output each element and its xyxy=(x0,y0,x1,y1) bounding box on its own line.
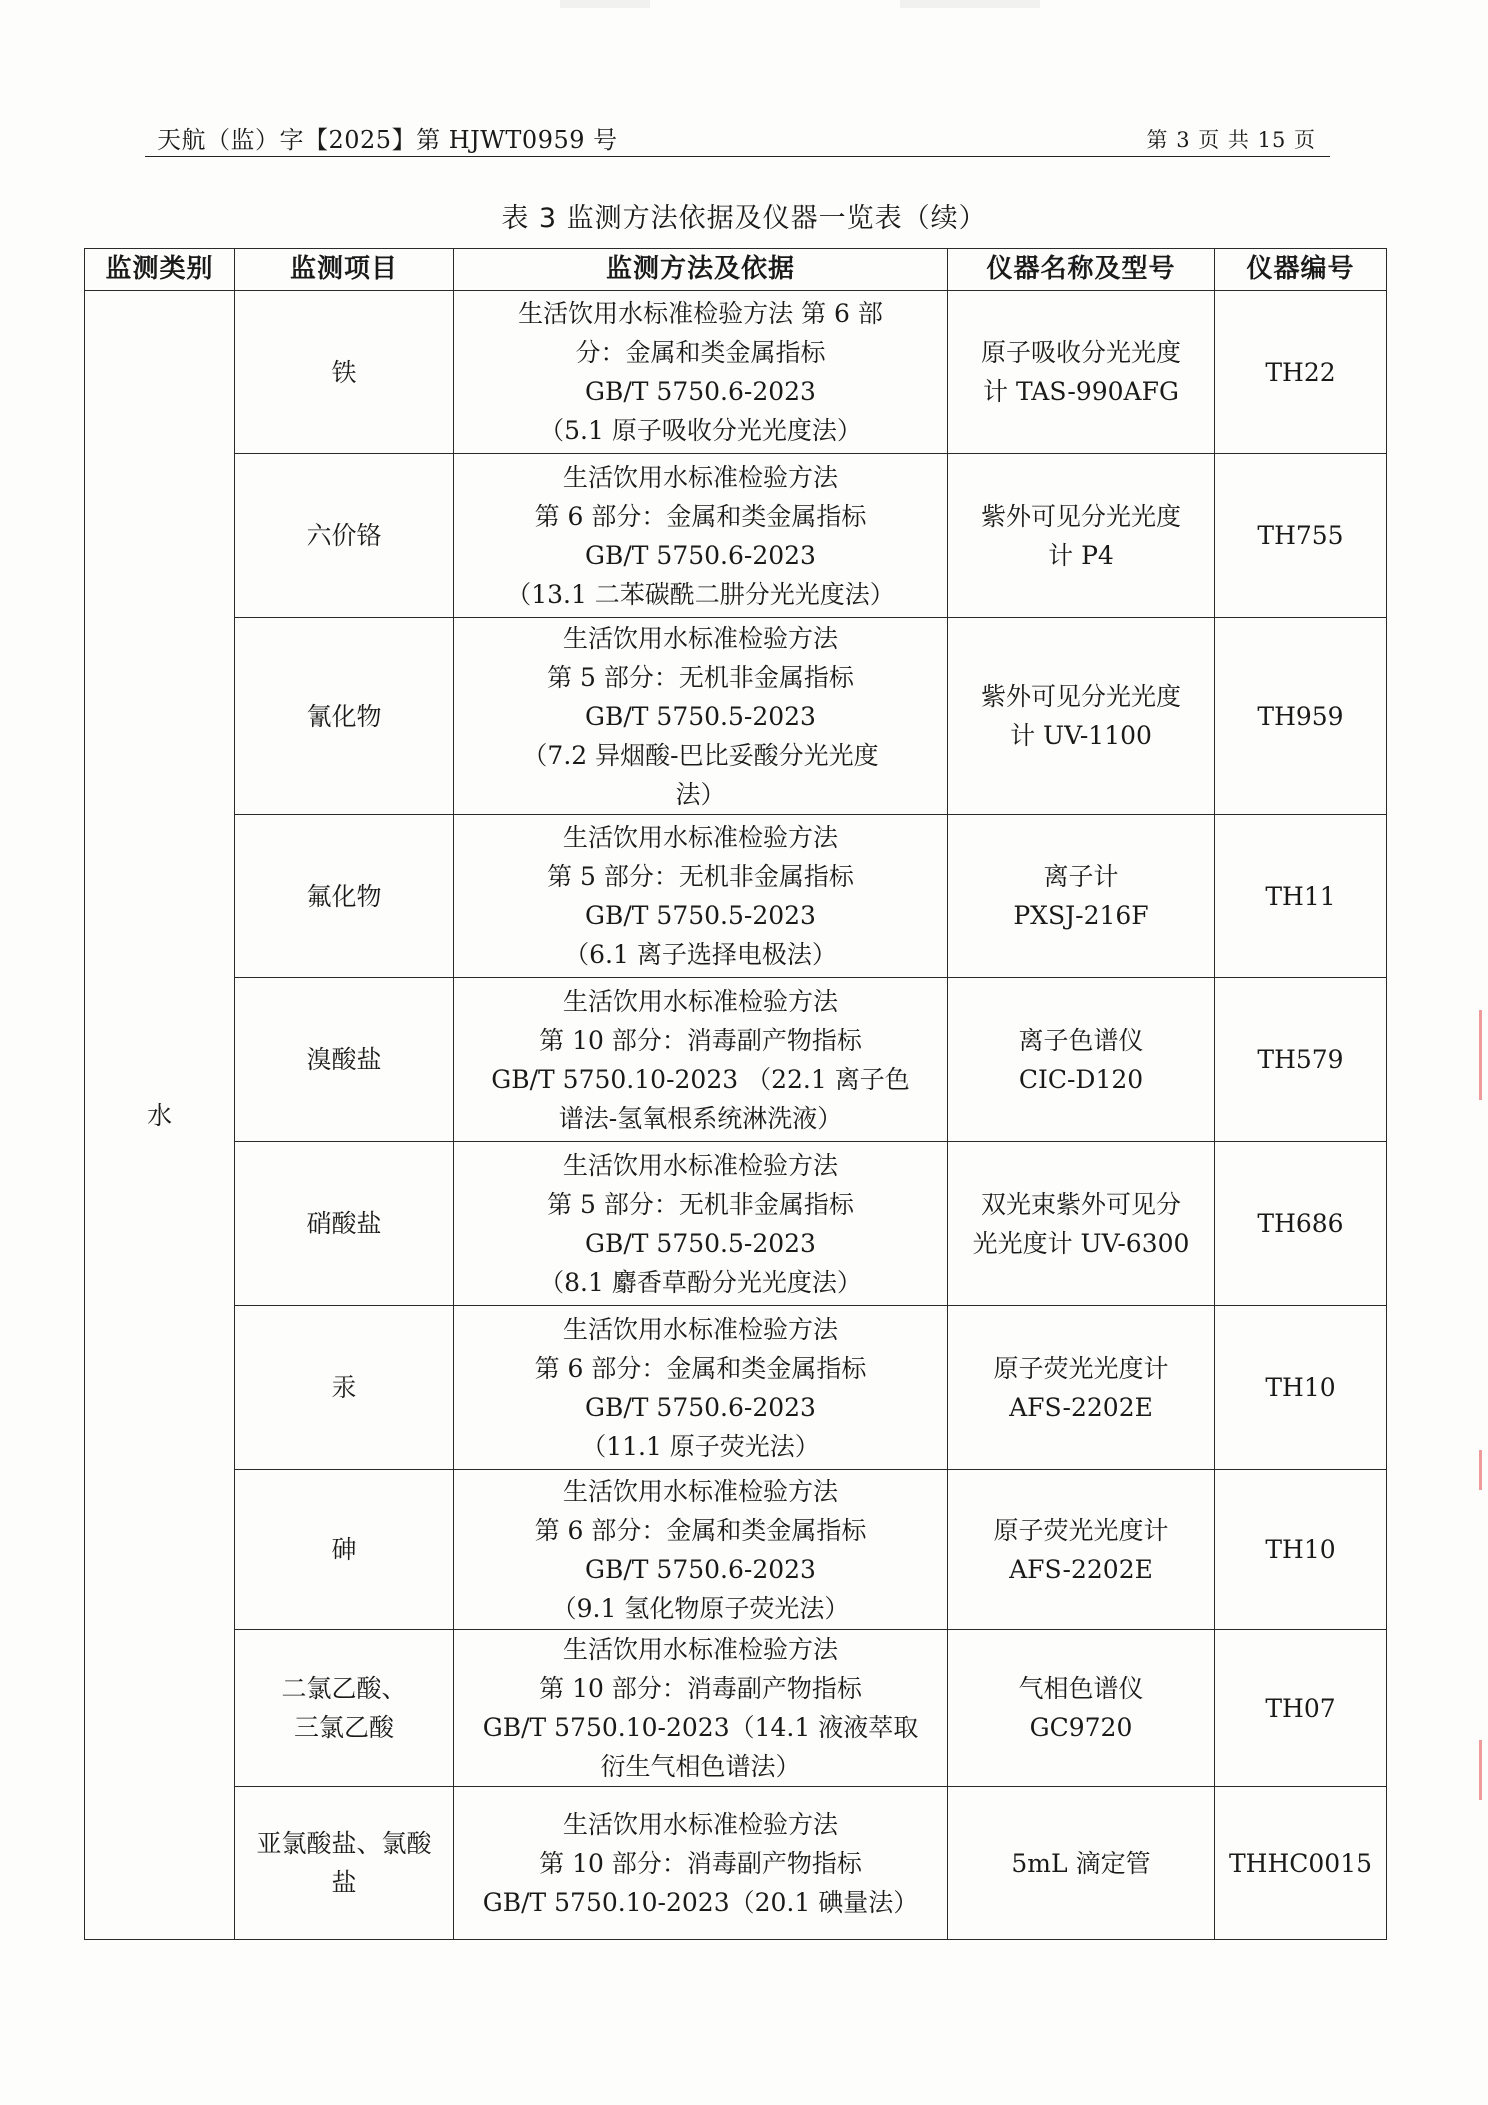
table-row xyxy=(85,1630,1387,1787)
method-line: （5.1 原子吸收分光光度法） xyxy=(539,416,862,445)
item-line: 氰化物 xyxy=(306,701,382,731)
instrument-code-cell: TH22 xyxy=(1215,291,1387,454)
instrument-line: 5mL 滴定管 xyxy=(1011,1848,1151,1878)
column-header-instrument: 仪器名称及型号 xyxy=(948,249,1215,291)
method-line: 第 10 部分：消毒副产物指标 xyxy=(539,1025,862,1055)
method-line: GB/T 5750.6-2023 xyxy=(585,1554,816,1584)
item-cell xyxy=(235,291,454,454)
method-line: 第 5 部分：无机非金属指标 xyxy=(547,662,854,692)
instrument-code-cell: TH11 xyxy=(1215,815,1387,978)
table-row xyxy=(85,454,1387,618)
page-indicator: 第 3 页 共 15 页 xyxy=(1146,128,1316,152)
item-line: 六价铬 xyxy=(306,521,382,550)
method-cell xyxy=(454,1470,948,1630)
method-cell xyxy=(454,618,948,815)
instrument-line: 紫外可见分光光度 xyxy=(980,501,1181,531)
method-line: GB/T 5750.5-2023 xyxy=(585,701,816,731)
item-line: 砷 xyxy=(331,1535,357,1564)
instrument-cell xyxy=(948,978,1215,1142)
instrument-code-cell: TH10 xyxy=(1215,1470,1387,1630)
table-body xyxy=(85,291,1387,1940)
method-line: 法） xyxy=(675,779,726,809)
column-header-code: 仪器编号 xyxy=(1215,249,1387,291)
table-row xyxy=(85,291,1387,454)
method-line: （13.1 二苯碳酰二肼分光光度法） xyxy=(506,579,895,609)
method-line: 第 6 部分：金属和类金属指标 xyxy=(534,1353,867,1383)
method-line: 分：金属和类金属指标 xyxy=(575,338,826,367)
method-line: （9.1 氢化物原子荧光法） xyxy=(551,1593,850,1623)
method-cell xyxy=(454,1142,948,1306)
instrument-line: 原子荧光光度计 xyxy=(993,1353,1169,1383)
document-number: 天航（监）字【2025】第 HJWT0959 号 xyxy=(157,126,618,154)
method-cell xyxy=(454,815,948,978)
method-line: 衍生气相色谱法） xyxy=(600,1752,801,1781)
method-cell xyxy=(454,1787,948,1940)
table-row xyxy=(85,618,1387,815)
table-row xyxy=(85,1787,1387,1940)
method-line: GB/T 5750.5-2023 xyxy=(585,901,816,930)
instrument-cell xyxy=(948,618,1215,815)
item-cell xyxy=(235,1142,454,1306)
item-cell xyxy=(235,1470,454,1630)
methods-instruments-table xyxy=(84,248,1387,1940)
instrument-line: CIC-D120 xyxy=(1018,1064,1144,1094)
item-line: 氟化物 xyxy=(306,881,382,911)
item-line: 盐 xyxy=(331,1868,357,1897)
method-line: （8.1 麝香草酚分光光度法） xyxy=(539,1267,862,1297)
margin-mark xyxy=(1479,1010,1482,1100)
method-cell xyxy=(454,454,948,618)
method-line: 第 5 部分：无机非金属指标 xyxy=(547,862,854,891)
method-line: （7.2 异烟酸-巴比妥酸分光光度 xyxy=(522,740,879,770)
method-line: GB/T 5750.6-2023 xyxy=(585,377,816,406)
method-line: GB/T 5750.10-2023（20.1 碘量法） xyxy=(482,1887,919,1917)
instrument-line: AFS-2202E xyxy=(1009,1554,1153,1584)
method-cell xyxy=(454,1630,948,1787)
column-header-category: 监测类别 xyxy=(85,249,235,291)
item-cell xyxy=(235,1306,454,1470)
table-row xyxy=(85,978,1387,1142)
method-line: GB/T 5750.5-2023 xyxy=(585,1228,816,1258)
method-line: 生活饮用水标准检验方法 xyxy=(562,623,838,653)
table-title: 表 3 监测方法依据及仪器一览表（续） xyxy=(501,203,987,234)
method-line: 生活饮用水标准检验方法 xyxy=(562,1635,838,1664)
instrument-line: 离子色谱仪 xyxy=(1018,1025,1144,1055)
instrument-code-cell: TH579 xyxy=(1215,978,1387,1142)
method-line: 生活饮用水标准检验方法 第 6 部 xyxy=(518,299,883,328)
instrument-line: PXSJ-216F xyxy=(1013,901,1149,930)
instrument-line: 光光度计 UV-6300 xyxy=(972,1228,1190,1258)
column-header-method: 监测方法及依据 xyxy=(454,249,948,291)
instrument-code-cell: TH959 xyxy=(1215,618,1387,815)
method-line: 第 10 部分：消毒副产物指标 xyxy=(539,1674,862,1703)
item-line: 硝酸盐 xyxy=(306,1209,382,1238)
instrument-line: 离子计 xyxy=(1043,862,1119,891)
instrument-cell xyxy=(948,815,1215,978)
margin-mark xyxy=(1479,1450,1482,1490)
method-line: 生活饮用水标准检验方法 xyxy=(562,1476,838,1506)
instrument-cell xyxy=(948,1306,1215,1470)
instrument-line: 原子荧光光度计 xyxy=(993,1515,1169,1545)
instrument-line: 紫外可见分光光度 xyxy=(980,682,1181,711)
method-line: 生活饮用水标准检验方法 xyxy=(562,823,838,852)
item-cell xyxy=(235,1787,454,1940)
table-header-row xyxy=(85,249,1387,291)
item-line: 溴酸盐 xyxy=(306,1045,382,1074)
instrument-line: 原子吸收分光光度 xyxy=(980,338,1181,367)
item-cell xyxy=(235,815,454,978)
category-cell: 水 xyxy=(85,291,235,1940)
table-row xyxy=(85,815,1387,978)
method-line: GB/T 5750.10-2023 （22.1 离子色 xyxy=(491,1064,910,1094)
method-line: 第 10 部分：消毒副产物指标 xyxy=(539,1848,862,1878)
table-row xyxy=(85,1470,1387,1630)
instrument-cell xyxy=(948,291,1215,454)
method-line: （6.1 离子选择电极法） xyxy=(564,940,837,969)
method-line: 第 6 部分：金属和类金属指标 xyxy=(534,501,867,531)
item-cell xyxy=(235,1630,454,1787)
item-line: 铁 xyxy=(331,357,357,387)
item-line: 三氯乙酸 xyxy=(293,1713,394,1742)
instrument-line: GC9720 xyxy=(1029,1713,1133,1742)
method-line: 生活饮用水标准检验方法 xyxy=(562,986,838,1016)
instrument-line: AFS-2202E xyxy=(1009,1392,1153,1422)
instrument-cell xyxy=(948,1142,1215,1306)
instrument-code-cell: TH755 xyxy=(1215,454,1387,618)
instrument-code-cell: TH686 xyxy=(1215,1142,1387,1306)
page-header xyxy=(145,120,1330,157)
item-line: 汞 xyxy=(331,1373,357,1402)
instrument-line: 计 P4 xyxy=(1048,540,1114,570)
instrument-cell xyxy=(948,1787,1215,1940)
method-line: 生活饮用水标准检验方法 xyxy=(562,1314,838,1344)
margin-mark xyxy=(1479,1740,1482,1800)
method-line: GB/T 5750.6-2023 xyxy=(585,1392,816,1422)
method-line: GB/T 5750.10-2023（14.1 液液萃取 xyxy=(482,1713,919,1742)
instrument-code-cell: TH07 xyxy=(1215,1630,1387,1787)
instrument-line: 气相色谱仪 xyxy=(1018,1674,1144,1703)
item-line: 二氯乙酸、 xyxy=(281,1674,407,1703)
instrument-code-cell: TH10 xyxy=(1215,1306,1387,1470)
instrument-cell xyxy=(948,1470,1215,1630)
item-cell xyxy=(235,978,454,1142)
method-line: 第 5 部分：无机非金属指标 xyxy=(547,1189,854,1219)
item-line: 亚氯酸盐、氯酸 xyxy=(256,1829,432,1858)
item-cell xyxy=(235,454,454,618)
table-row xyxy=(85,1306,1387,1470)
instrument-line: 计 UV-1100 xyxy=(1010,721,1152,750)
method-line: （11.1 原子荧光法） xyxy=(581,1431,820,1461)
item-cell xyxy=(235,618,454,815)
method-line: 生活饮用水标准检验方法 xyxy=(562,1150,838,1180)
scan-artifact xyxy=(560,0,650,8)
table-row xyxy=(85,1142,1387,1306)
instrument-line: 计 TAS-990AFG xyxy=(983,377,1179,406)
method-line: 谱法-氢氧根系统淋洗液） xyxy=(558,1103,843,1133)
column-header-item: 监测项目 xyxy=(235,249,454,291)
method-cell xyxy=(454,1306,948,1470)
scan-artifact xyxy=(900,0,1040,8)
instrument-cell xyxy=(948,454,1215,618)
method-cell xyxy=(454,291,948,454)
method-line: 生活饮用水标准检验方法 xyxy=(562,1809,838,1839)
instrument-code-cell: THHC0015 xyxy=(1215,1787,1387,1940)
method-line: 生活饮用水标准检验方法 xyxy=(562,462,838,492)
instrument-line: 双光束紫外可见分 xyxy=(980,1189,1181,1219)
method-line: 第 6 部分：金属和类金属指标 xyxy=(534,1515,867,1545)
instrument-cell xyxy=(948,1630,1215,1787)
method-line: GB/T 5750.6-2023 xyxy=(585,540,816,570)
method-cell xyxy=(454,978,948,1142)
